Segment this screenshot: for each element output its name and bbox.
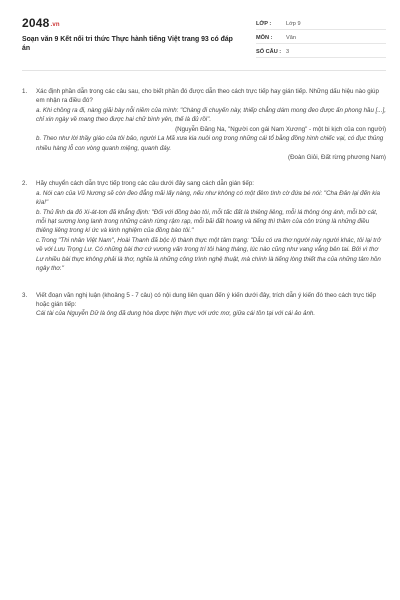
logo-suffix: .vn [50, 22, 60, 28]
meta-value: 3 [286, 48, 290, 55]
meta-row-count [256, 46, 386, 58]
question-part-a: a. Nói can của Vũ Nương sẽ còn đeo đẳng mãi lấy nàng, nếu như không có một đêm tình cờ đứa bé nói: "Cha Đản lại đến kia kìa!" [36, 189, 381, 207]
meta-table [256, 18, 386, 60]
question-2 [22, 179, 386, 273]
logo-text: 2048 [22, 16, 50, 30]
question-body [36, 87, 386, 162]
meta-key: LỚP : [256, 20, 272, 27]
question-intro: Xác định phần dẫn trong các câu sau, cho biết phần đó được dẫn theo cách trực tiếp hay gián tiếp. Những dấu hiệu nào giúp em nhận ra điều đó? [36, 88, 379, 105]
question-intro: Hãy chuyển cách dẫn trực tiếp trong các câu dưới đây sang cách dẫn gián tiếp: [36, 180, 255, 188]
question-body [36, 291, 386, 319]
question-intro: Viết đoạn văn nghị luận (khoảng 5 - 7 câu) có nội dung liên quan đến ý kiến dưới đây, trích dẫn ý kiến đó theo cách trực tiếp hoặc gián tiếp: [36, 291, 376, 309]
question-1 [22, 87, 386, 162]
page-title: Soạn văn 9 Kết nối tri thức Thực hành tiếng Việt trang 93 có đáp án [22, 36, 233, 53]
question-part-a: a. Khi chồng ra đi, nàng giãi bày nỗi niềm của mình: "Chàng đi chuyến này, thiếp chẳng dám mong đeo được ấn phong hầu [...], chỉ xin ngày về mang theo được hai chữ bình yên, thế là đủ rồi". [36, 106, 386, 124]
meta-value: Lớp 9 [286, 20, 301, 27]
meta-key: SỐ CÂU : [256, 48, 282, 55]
header-left [22, 16, 237, 54]
question-part-b: b. Theo như lời thầy giáo của tôi bảo, người La Mã xưa kia nuôi ong trong những cái tổ bằng đồng hình chiếc vại, có đục thủng nhiều hàng lỗ con vòng quanh miệng, quanh đáy. [36, 135, 384, 152]
source-citation: (Nguyễn Đăng Na, "Người con gái Nam Xương" - một bi kịch của con người) [175, 125, 386, 133]
question-number: 3. [22, 291, 28, 299]
questions-list [22, 87, 386, 319]
question-body [36, 179, 386, 273]
meta-key: MÔN : [256, 34, 273, 41]
document-header [22, 16, 386, 71]
meta-row-subject [256, 32, 386, 44]
meta-value: Văn [286, 34, 296, 41]
site-logo[interactable] [22, 16, 237, 30]
question-part-c: c.Trong "Thi nhân Việt Nam", Hoài Thanh đã bộc lộ thành thực một tâm trạng: "Dẫu có ưa thơ người này người khác, tôi lại trở về với Lưu Trọng Lư. Có những bài thơ cứ vương vấn trong trí tôi hàng tháng, lúc nào cũng như vang vẳng bên tai. Bởi vì thơ Lư nhiều bài thực không phải là thơ, nghĩa là những công trình nghệ thuật, mà chính là tiếng lòng thiết tha của những tâm hồn ngây thơ." [36, 236, 381, 273]
source-citation: (Đoàn Giỏi, Đất rừng phương Nam) [288, 153, 386, 161]
question-number: 1. [22, 88, 28, 95]
question-3 [22, 291, 386, 319]
question-quote: Cái tài của Nguyễn Dữ là ông đã dung hòa được hiện thực với ước mơ, giữa cái tồn tại với cái ảo ảnh. [36, 310, 316, 318]
meta-row-class [256, 18, 386, 30]
question-number: 2. [22, 180, 28, 188]
question-part-b: b. Thủ lĩnh da đỏ Xi-át-tơn đã khẳng định: "Đối với đồng bào tôi, mỗi tấc đất là thiêng liêng, mỗi lá thông óng ánh, mỗi bờ cát, mỗi hạt sương long lanh trong những cánh rừng rậm rạp, mỗi bãi đất hoang và tiếng thì thầm của côn trùng là những điều thiêng liêng trong kí ức và kinh nghiệm của đồng bào tôi." [36, 208, 378, 235]
